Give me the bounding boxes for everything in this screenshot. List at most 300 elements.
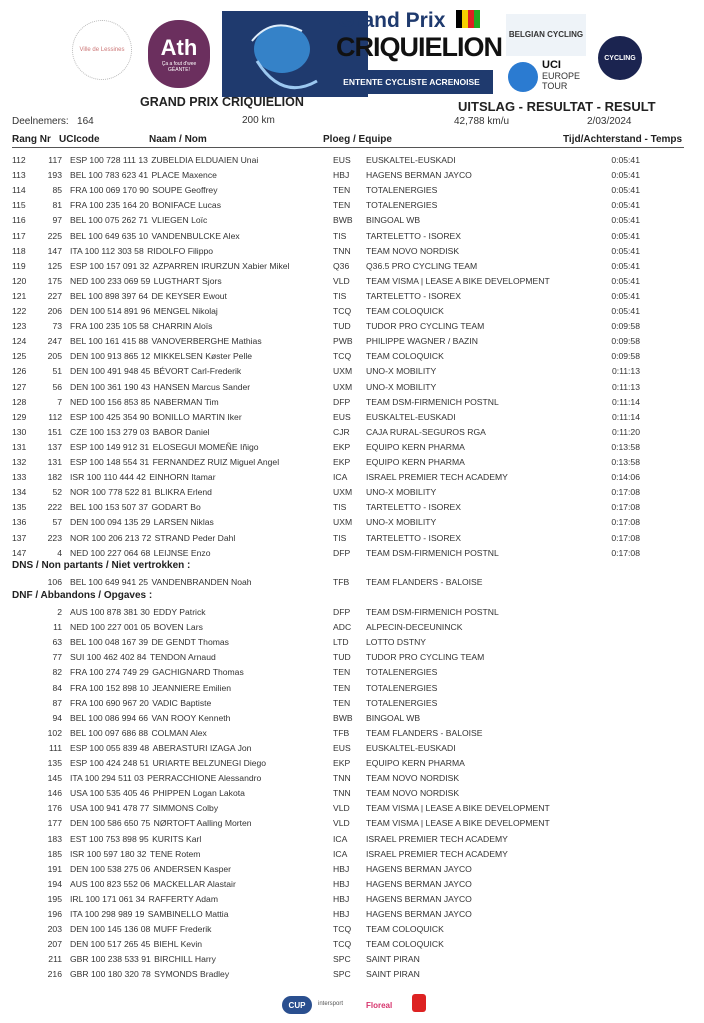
rider (70, 334, 262, 349)
bib-number: 131 (47, 457, 62, 467)
race-date: 2/03/2024 (587, 116, 632, 127)
dnf-row (0, 665, 704, 680)
rank: 117 (12, 230, 26, 241)
rider (70, 183, 218, 198)
rider-name: RAFFERTY Adam (148, 893, 218, 904)
dnf-row (0, 937, 704, 952)
dnf-row (0, 620, 704, 635)
rank: 119 (12, 260, 26, 271)
rider-name: GACHIGNARD Thomas (152, 667, 244, 678)
time-gap: 0:13:58 (611, 457, 640, 467)
team-name: PHILIPPE WAGNER / BAZIN (366, 336, 478, 347)
uci-code: USA 100 535 405 46 (70, 788, 150, 799)
rank: 122 (12, 306, 27, 316)
rank: 118 (12, 245, 26, 256)
rider-name: FERNANDEZ RUIZ Miguel Angel (152, 457, 280, 467)
team-name: TUDOR PRO CYCLING TEAM (366, 321, 485, 332)
team-code: SPC (333, 954, 351, 965)
team-code: TCQ (333, 924, 352, 935)
rider (70, 244, 213, 259)
rider (70, 259, 289, 274)
team-code: BWB (333, 712, 353, 723)
result-row (0, 455, 704, 470)
bib-number: 52 (52, 487, 62, 498)
team-code: VLD (333, 818, 350, 829)
rider-name: BLIKRA Erlend (154, 487, 212, 498)
uci-code: NED 100 227 001 05 (70, 622, 151, 633)
team-name: TEAM VISMA | LEASE A BIKE DEVELOPMENT (366, 818, 550, 829)
bib-number: 195 (47, 893, 62, 904)
bib-number: 193 (47, 170, 62, 181)
uci-code: DEN 100 913 865 12 (70, 351, 151, 362)
rider-name: EINHORN Itamar (149, 472, 216, 483)
team-code: VLD (333, 803, 350, 814)
rider (70, 575, 252, 590)
rider-name: BONILLO MARTIN Iker (152, 411, 242, 422)
rider (70, 711, 230, 726)
rank: 132 (12, 457, 27, 467)
team-code: TUD (333, 652, 351, 663)
uci-tour-text: TOUR (542, 81, 568, 91)
rider (70, 635, 229, 650)
dnf-row (0, 816, 704, 831)
team-code: UXM (333, 517, 353, 528)
bib-number: 194 (47, 878, 62, 889)
result-row (0, 531, 704, 546)
result-row (0, 395, 704, 410)
rider-name: ZUBELDIA ELDUAIEN Unai (151, 155, 259, 165)
col-time: Tijd/Achterstand - Temps (563, 134, 683, 145)
uci-code: DEN 100 094 135 29 (70, 517, 151, 528)
rider (70, 816, 252, 831)
team-code: EKP (333, 441, 351, 452)
rank: 123 (12, 321, 27, 332)
uci-code: BEL 100 649 635 10 (70, 230, 149, 241)
bib-number: 112 (48, 411, 62, 422)
team-code: TFB (333, 727, 350, 738)
ath-logo-text: Ath (160, 35, 198, 60)
team-name: EUSKALTEL-EUSKADI (366, 155, 456, 165)
bib-number: 137 (47, 441, 62, 452)
uci-code: DEN 100 586 650 75 (70, 818, 151, 829)
uci-code: BEL 100 783 623 41 (70, 170, 149, 181)
team-name: EQUIPO KERN PHARMA (366, 441, 465, 452)
footer-logos (282, 994, 432, 1018)
rider-name: BÉVORT Carl-Frederik (153, 366, 242, 377)
team-code: TUD (333, 321, 351, 332)
team-code: DFP (333, 607, 351, 617)
uci-code: DEN 100 538 275 06 (70, 863, 151, 874)
bib-number: 106 (47, 577, 62, 587)
uci-code: ESP 100 728 111 13 (70, 155, 148, 165)
dnf-row (0, 801, 704, 816)
team-code: HBJ (333, 878, 350, 889)
rider-name: MENGEL Nikolaj (153, 306, 218, 316)
bib-number: 151 (47, 426, 62, 437)
bib-number: 111 (48, 742, 62, 753)
team-name: TOTALENERGIES (366, 185, 438, 196)
result-row (0, 274, 704, 289)
rider (70, 620, 203, 635)
rider (70, 726, 207, 741)
ath-logo (148, 20, 210, 88)
bib-number: 147 (47, 245, 62, 256)
rider-name: SIMMONS Colby (152, 803, 219, 814)
team-code: EUS (333, 742, 351, 753)
rider-name: CHARRIN Aloïs (152, 321, 213, 332)
result-row (0, 289, 704, 304)
dnf-row (0, 952, 704, 967)
cycling-round-text: CYCLING (604, 54, 636, 62)
bib-number: 145 (47, 773, 62, 784)
uci-code: CZE 100 153 279 03 (70, 426, 150, 437)
team-code: UXM (333, 381, 353, 392)
rider-name: MUFF Frederik (153, 924, 212, 935)
bib-number: 146 (47, 788, 62, 799)
bib-number: 211 (48, 954, 62, 965)
team-name: TUDOR PRO CYCLING TEAM (366, 652, 485, 663)
gp-title-line1: Grand Prix (338, 9, 446, 32)
result-row (0, 213, 704, 228)
rider (70, 847, 200, 862)
uci-code: FRA 100 690 967 20 (70, 697, 149, 708)
rider-name: VANDENBULCKE Alex (151, 230, 240, 241)
team-name: ISRAEL PREMIER TECH ACADEMY (366, 833, 508, 844)
participants-label: Deelnemers: (12, 116, 69, 127)
uci-code: NOR 100 778 522 81 (70, 487, 152, 498)
bib-number: 225 (47, 230, 62, 241)
rider (70, 470, 216, 485)
rider-name: BOVEN Lars (153, 622, 203, 633)
uci-code: BEL 100 075 262 71 (70, 215, 149, 226)
team-code: VLD (333, 275, 350, 286)
cup-logo (282, 996, 312, 1014)
time-gap: 0:05:41 (611, 245, 640, 256)
col-rank-nr: Rang Nr (12, 134, 51, 145)
col-team: Ploeg / Equipe (323, 134, 392, 145)
rank: 120 (12, 275, 27, 286)
rider (70, 696, 211, 711)
rider (70, 771, 261, 786)
uci-code: USA 100 941 478 77 (70, 803, 150, 814)
rank: 147 (12, 547, 27, 558)
rider-name: VAN ROOY Kenneth (151, 712, 231, 723)
uci-code: DEN 100 361 190 43 (70, 381, 151, 392)
rider-name: SOUPE Geoffrey (152, 185, 218, 196)
rank: 133 (12, 472, 27, 483)
rider (70, 500, 201, 515)
uci-code: FRA 100 152 898 10 (70, 682, 149, 693)
time-gap: 0:11:13 (611, 366, 640, 377)
team-name: ISRAEL PREMIER TECH ACADEMY (366, 472, 508, 483)
uci-code: NED 100 227 064 68 (70, 547, 151, 558)
rider (70, 786, 245, 801)
team-code: EUS (333, 411, 351, 422)
uci-code: BEL 100 097 686 88 (70, 727, 149, 738)
result-row (0, 364, 704, 379)
bib-number: 185 (47, 848, 62, 859)
bib-number: 51 (52, 366, 62, 377)
uci-code: ESP 100 148 554 31 (70, 457, 150, 467)
team-code: ICA (333, 848, 348, 859)
uci-code: FRA 100 069 170 90 (70, 185, 149, 196)
team-code: TFB (333, 577, 350, 587)
rider-name: AZPARREN IRURZUN Xabier Mikel (152, 260, 290, 271)
rider-name: EDDY Patrick (153, 607, 206, 617)
dnf-row (0, 847, 704, 862)
rider-name: NABERMAN Tim (153, 396, 219, 407)
belgian-cycling-text: BELGIAN CYCLING (508, 30, 584, 39)
rank: 115 (12, 200, 26, 211)
team-name: EUSKALTEL-EUSKADI (366, 411, 456, 422)
uci-code: DEN 100 514 891 96 (70, 306, 151, 316)
uci-code: BEL 100 153 507 37 (70, 502, 149, 513)
uci-code: NED 100 233 069 59 (70, 275, 151, 286)
dnf-row (0, 862, 704, 877)
team-name: TARTELETTO - ISOREX (366, 532, 462, 543)
bib-number: 205 (47, 351, 62, 362)
rider (70, 862, 231, 877)
dnf-row (0, 650, 704, 665)
team-code: HBJ (333, 170, 350, 181)
rider (70, 168, 217, 183)
dnf-section-title: DNF / Abbandons / Opgaves : (12, 590, 153, 601)
participants (12, 116, 94, 127)
team-name: TEAM FLANDERS - BALOISE (366, 577, 483, 587)
team-code: Q36 (333, 260, 350, 271)
result-row (0, 470, 704, 485)
rank: 124 (12, 336, 27, 347)
bib-number: 73 (52, 321, 62, 332)
team-code: TCQ (333, 306, 352, 316)
bib-number: 182 (47, 472, 62, 483)
cycling-round-logo (598, 36, 642, 80)
rank: 112 (12, 155, 26, 165)
team-code: TEN (333, 200, 351, 211)
rank: 129 (12, 411, 27, 422)
uci-code: ITA 100 298 989 19 (70, 909, 145, 919)
rider-name: SAMBINELLO Mattia (147, 909, 229, 919)
team-code: EKP (333, 457, 351, 467)
uci-code: BEL 100 898 397 64 (70, 290, 149, 301)
time-gap: 0:09:58 (611, 336, 640, 347)
uci-code: BEL 100 649 941 25 (70, 577, 149, 587)
team-name: UNO-X MOBILITY (366, 517, 437, 528)
rider (70, 531, 235, 546)
rider-name: BABOR Daniel (152, 426, 210, 437)
bib-number: 57 (52, 517, 62, 528)
bib-number: 125 (47, 260, 62, 271)
rider (70, 605, 206, 620)
rider-name: ABERASTURI IZAGA Jon (152, 742, 252, 753)
wallonie-rooster-icon (412, 994, 426, 1012)
rank: 135 (12, 502, 27, 513)
average-speed: 42,788 km/u (454, 116, 510, 127)
floreal-logo: Floreal (366, 1001, 393, 1010)
result-row (0, 485, 704, 500)
rank: 126 (12, 366, 27, 377)
lessines-logo-text: Ville de Lessines (79, 47, 125, 53)
bib-number: 97 (52, 215, 62, 226)
rider (70, 319, 212, 334)
team-name: EQUIPO KERN PHARMA (366, 758, 465, 768)
team-name: TEAM DSM-FIRMENICH POSTNL (366, 607, 499, 617)
team-name: TEAM COLOQUICK (366, 939, 444, 950)
uci-code: BEL 100 086 994 66 (70, 712, 149, 723)
time-gap: 0:05:41 (611, 260, 640, 271)
team-code: TEN (333, 185, 351, 196)
rider-name: GODART Bo (151, 502, 201, 513)
uci-globe-icon (508, 62, 538, 92)
team-code: BWB (333, 215, 353, 226)
team-code: PWB (333, 336, 353, 347)
bib-number: 2 (57, 607, 62, 617)
team-name: LOTTO DSTNY (366, 637, 427, 648)
rider-name: NØRTOFT Aalling Morten (153, 818, 252, 829)
time-gap: 0:11:20 (611, 426, 640, 437)
rider-name: URIARTE BELZUNEGI Diego (152, 758, 267, 768)
dnf-row (0, 726, 704, 741)
rank: 127 (12, 381, 27, 392)
uci-europe-tour-logo (508, 60, 598, 94)
rank: 114 (12, 185, 26, 196)
dns-row (0, 575, 704, 590)
team-name: Q36.5 PRO CYCLING TEAM (366, 260, 478, 271)
team-name: UNO-X MOBILITY (366, 381, 437, 392)
rider (70, 546, 211, 561)
team-name: HAGENS BERMAN JAYCO (366, 893, 472, 904)
team-name: TEAM NOVO NORDISK (366, 788, 460, 799)
team-code: UXM (333, 487, 353, 498)
rider-name: COLMAN Alex (151, 727, 207, 738)
bib-number: 206 (47, 306, 62, 316)
rider-name: TENE Rotem (149, 848, 201, 859)
rider-name: MACKELLAR Alastair (153, 878, 236, 889)
intersport-logo: intersport (318, 1001, 344, 1007)
time-gap: 0:05:41 (611, 275, 640, 286)
team-code: TIS (333, 502, 347, 513)
result-row (0, 198, 704, 213)
team-name: UNO-X MOBILITY (366, 366, 437, 377)
bib-number: 203 (47, 924, 62, 935)
rider (70, 741, 251, 756)
rider-name: DE GENDT Thomas (151, 637, 229, 648)
team-name: TEAM COLOQUICK (366, 306, 444, 316)
col-uci-code: UCIcode (59, 134, 100, 145)
result-row (0, 153, 704, 168)
rider (70, 153, 258, 168)
rider (70, 832, 201, 847)
time-gap: 0:17:08 (611, 532, 640, 543)
rider-name: HANSEN Marcus Sander (153, 381, 251, 392)
result-row (0, 319, 704, 334)
uci-code: BEL 100 161 415 88 (70, 336, 149, 347)
rank: 113 (12, 170, 26, 181)
result-row (0, 229, 704, 244)
rider-name: VANOVERBERGHE Mathias (151, 336, 262, 347)
result-row (0, 244, 704, 259)
team-code: DFP (333, 547, 351, 558)
rider (70, 455, 279, 470)
dnf-row (0, 741, 704, 756)
belgian-cycling-logo (506, 14, 586, 56)
rider (70, 650, 216, 665)
rider (70, 922, 211, 937)
bib-number: 82 (52, 667, 62, 678)
time-gap: 0:05:41 (611, 155, 640, 165)
rider (70, 289, 227, 304)
uci-code: AUS 100 823 552 06 (70, 878, 150, 889)
dnf-row (0, 892, 704, 907)
uci-code: ISR 100 110 444 42 (70, 472, 146, 483)
rider (70, 907, 229, 922)
bib-number: 84 (52, 682, 62, 693)
uci-code: EST 100 753 898 95 (70, 833, 149, 844)
time-gap: 0:05:41 (611, 290, 640, 301)
time-gap: 0:11:13 (611, 381, 640, 392)
uci-code: BEL 100 048 167 39 (70, 637, 149, 648)
uci-text: UCI (542, 59, 561, 71)
team-name: TEAM DSM-FIRMENICH POSTNL (366, 547, 499, 558)
team-code: SPC (333, 969, 351, 980)
rider (70, 380, 250, 395)
result-title: UITSLAG - RESULTAT - RESULT (458, 99, 656, 114)
team-code: TIS (333, 290, 347, 301)
uci-code: ITA 100 294 511 03 (70, 773, 144, 784)
time-gap: 0:13:58 (611, 441, 640, 452)
cup-logo-text: CUP (288, 1000, 306, 1010)
rider-name: PLACE Maxence (151, 170, 217, 181)
time-gap: 0:05:41 (611, 306, 640, 316)
uci-code: ITA 100 112 303 58 (70, 245, 144, 256)
team-code: TIS (333, 532, 347, 543)
uci-code: FRA 100 235 164 20 (70, 200, 149, 211)
result-row (0, 259, 704, 274)
team-name: UNO-X MOBILITY (366, 487, 437, 498)
rider (70, 304, 218, 319)
col-name: Naam / Nom (149, 134, 207, 145)
rider-name: PERRACCHIONE Alessandro (147, 773, 262, 784)
uci-code: ESP 100 055 839 48 (70, 742, 150, 753)
team-code: CJR (333, 426, 350, 437)
rider-name: BIEHL Kevin (153, 939, 203, 950)
rank: 136 (12, 517, 27, 528)
rider (70, 952, 216, 967)
rider-name: TENDON Arnaud (149, 652, 216, 663)
rider-name: STRAND Peder Dahl (154, 532, 236, 543)
time-gap: 0:05:41 (611, 170, 640, 181)
team-code: ICA (333, 472, 348, 483)
flag-stripes (456, 10, 480, 28)
team-name: TARTELETTO - ISOREX (366, 502, 462, 513)
rider (70, 892, 218, 907)
rider (70, 349, 252, 364)
uci-code: FRA 100 274 749 29 (70, 667, 149, 678)
dnf-row (0, 907, 704, 922)
gp-title-line3: ENTENTE CYCLISTE ACRENOISE (330, 70, 493, 94)
rider (70, 229, 240, 244)
uci-code: GBR 100 180 320 78 (70, 969, 151, 980)
uci-code: ESP 100 157 091 32 (70, 260, 150, 271)
rider (70, 425, 210, 440)
team-code: HBJ (333, 863, 350, 874)
bib-number: 85 (52, 185, 62, 196)
team-name: HAGENS BERMAN JAYCO (366, 863, 472, 874)
header-divider (12, 147, 684, 148)
team-name: EUSKALTEL-EUSKADI (366, 742, 456, 753)
rider-name: MIKKELSEN Køster Pelle (153, 351, 253, 362)
rider (70, 681, 231, 696)
